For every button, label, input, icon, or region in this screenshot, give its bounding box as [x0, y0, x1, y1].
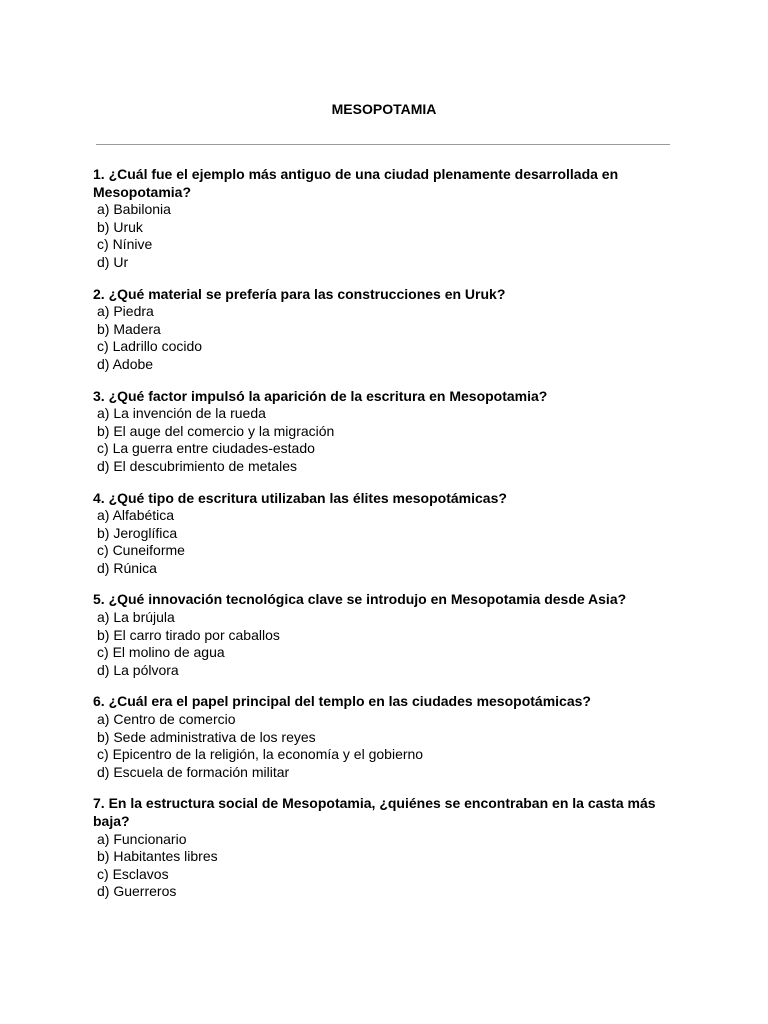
answer-option — [93, 542, 678, 560]
option-letter: d) — [97, 661, 110, 678]
option-letter: b) — [97, 524, 110, 541]
option-letter: a) — [97, 609, 110, 626]
answer-option — [93, 831, 678, 849]
answer-option — [93, 321, 678, 339]
option-label: La pólvora — [113, 661, 179, 678]
answer-option — [93, 201, 678, 219]
question-text: 5. ¿Qué innovación tecnológica clave se introdujo en Mesopotamia desde Asia? — [93, 591, 627, 608]
question-text: 1. ¿Cuál fue el ejemplo más antiguo de una ciudad plenamente desarrollada en Mesopotamia? — [93, 166, 619, 200]
option-label: Ur — [113, 253, 129, 270]
answer-option — [93, 423, 678, 441]
option-letter: c) — [97, 746, 109, 763]
answer-option — [93, 405, 678, 423]
answer-option — [93, 609, 678, 627]
option-letter: a) — [97, 303, 110, 320]
option-label: Adobe — [112, 355, 154, 372]
option-letter: c) — [97, 644, 109, 661]
option-label: La guerra entre ciudades-estado — [112, 440, 315, 457]
option-label: Jeroglífica — [113, 524, 178, 541]
option-letter: d) — [97, 457, 110, 474]
answer-option — [93, 560, 678, 578]
answer-option — [93, 764, 678, 782]
title-divider — [96, 144, 670, 145]
answer-option — [93, 458, 678, 476]
document-title: MESOPOTAMIA — [331, 101, 437, 117]
option-label: Piedra — [113, 303, 154, 320]
answer-option — [93, 866, 678, 884]
option-label: Guerreros — [113, 883, 177, 900]
option-label: Escuela de formación militar — [113, 763, 290, 780]
option-letter: c) — [97, 542, 109, 559]
option-letter: a) — [97, 201, 110, 218]
option-label: La brújula — [113, 609, 175, 626]
option-label: El descubrimiento de metales — [113, 457, 297, 474]
answer-option — [93, 883, 678, 901]
option-label: Rúnica — [113, 559, 157, 576]
option-label: Babilonia — [113, 201, 171, 218]
option-label: Ladrillo cocido — [112, 338, 203, 355]
question-list — [93, 166, 678, 915]
option-letter: d) — [97, 883, 110, 900]
option-letter: c) — [97, 440, 109, 457]
option-letter: b) — [97, 218, 110, 235]
option-letter: c) — [97, 236, 109, 253]
answer-option — [93, 219, 678, 237]
option-letter: b) — [97, 626, 110, 643]
answer-option — [93, 711, 678, 729]
answer-option — [93, 303, 678, 321]
option-letter: d) — [97, 763, 110, 780]
question-text: 6. ¿Cuál era el papel principal del templo en las ciudades mesopotámicas? — [93, 693, 591, 710]
question-1 — [93, 166, 678, 272]
option-label: Centro de comercio — [113, 711, 236, 728]
answer-option — [93, 627, 678, 645]
answer-option — [93, 848, 678, 866]
question-3 — [93, 388, 678, 476]
option-label: Esclavos — [112, 865, 169, 882]
answer-option — [93, 507, 678, 525]
option-label: Alfabética — [112, 507, 175, 524]
question-text: 4. ¿Qué tipo de escritura utilizaban las élites mesopotámicas? — [93, 489, 507, 506]
option-letter: b) — [97, 422, 110, 439]
option-letter: a) — [97, 711, 110, 728]
question-2 — [93, 286, 678, 374]
option-label: Habitantes libres — [113, 848, 218, 865]
option-label: La invención de la rueda — [113, 405, 266, 422]
answer-option — [93, 525, 678, 543]
question-6 — [93, 693, 678, 781]
question-7 — [93, 795, 678, 901]
option-letter: b) — [97, 728, 110, 745]
question-text: 2. ¿Qué material se prefería para las construcciones en Uruk? — [93, 285, 506, 302]
option-label: Sede administrativa de los reyes — [113, 728, 316, 745]
question-5 — [93, 591, 678, 679]
option-label: Epicentro de la religión, la economía y el gobierno — [112, 746, 424, 763]
option-label: El carro tirado por caballos — [113, 626, 280, 643]
option-letter: a) — [97, 405, 110, 422]
option-letter: b) — [97, 848, 110, 865]
question-4 — [93, 490, 678, 578]
answer-option — [93, 662, 678, 680]
answer-option — [93, 254, 678, 272]
option-label: Madera — [113, 320, 161, 337]
option-label: El auge del comercio y la migración — [113, 422, 335, 439]
option-letter: c) — [97, 338, 109, 355]
option-label: El molino de agua — [112, 644, 225, 661]
answer-option — [93, 338, 678, 356]
option-letter: d) — [97, 559, 110, 576]
option-label: Cuneiforme — [112, 542, 185, 559]
option-letter: a) — [97, 830, 110, 847]
option-label: Funcionario — [113, 830, 187, 847]
answer-option — [93, 440, 678, 458]
option-label: Nínive — [112, 236, 153, 253]
option-letter: b) — [97, 320, 110, 337]
option-label: Uruk — [113, 218, 143, 235]
answer-option — [93, 644, 678, 662]
option-letter: a) — [97, 507, 110, 524]
answer-option — [93, 729, 678, 747]
option-letter: d) — [97, 355, 110, 372]
answer-option — [93, 356, 678, 374]
question-text: 7. En la estructura social de Mesopotamia, ¿quiénes se encontraban en la casta más baja? — [93, 795, 656, 829]
answer-option — [93, 746, 678, 764]
option-letter: d) — [97, 253, 110, 270]
question-text: 3. ¿Qué factor impulsó la aparición de la escritura en Mesopotamia? — [93, 387, 548, 404]
answer-option — [93, 236, 678, 254]
option-letter: c) — [97, 865, 109, 882]
